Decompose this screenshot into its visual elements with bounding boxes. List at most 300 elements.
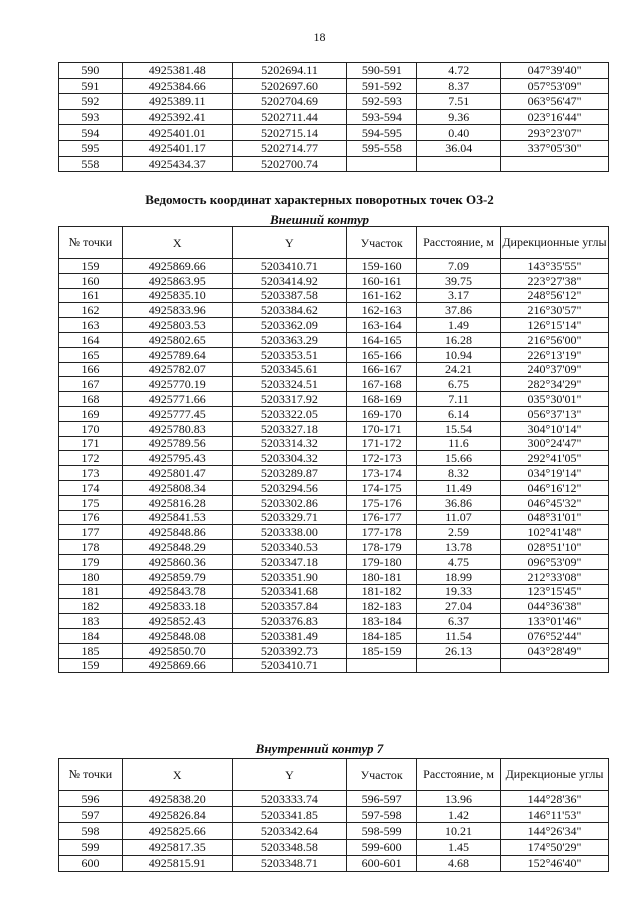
segment-cell: 598-599 (347, 823, 417, 839)
distance-cell: 37.86 (417, 303, 501, 318)
distance-cell: 2.59 (417, 525, 501, 540)
x-cell: 4925835.10 (122, 288, 232, 303)
table-row (59, 480, 609, 495)
distance-cell: 3.17 (417, 288, 501, 303)
table-row (59, 421, 609, 436)
table-row (59, 392, 609, 407)
header-point-no: № точки (59, 227, 123, 259)
y-cell: 5203345.61 (232, 362, 347, 377)
table-row (59, 451, 609, 466)
y-cell: 5203294.56 (232, 480, 347, 495)
segment-cell: 179-180 (347, 554, 417, 569)
table-row (59, 125, 609, 141)
table-row (59, 807, 609, 823)
point-no-cell: 170 (59, 421, 123, 436)
y-cell: 5203341.85 (232, 807, 347, 823)
angle-cell: 292°41'05" (500, 451, 608, 466)
distance-cell: 10.94 (417, 347, 501, 362)
point-no-cell: 184 (59, 628, 123, 643)
segment-cell: 596-597 (347, 791, 417, 807)
header-segment: Участок (347, 759, 417, 791)
y-cell: 5202714.77 (232, 140, 347, 156)
segment-cell: 182-183 (347, 599, 417, 614)
point-no-cell: 182 (59, 599, 123, 614)
segment-cell: 168-169 (347, 392, 417, 407)
angle-cell: 144°28'36" (501, 791, 609, 807)
segment-cell: 161-162 (347, 288, 417, 303)
segment-cell: 592-593 (347, 94, 417, 110)
y-cell: 5203410.71 (232, 259, 347, 274)
distance-cell: 18.99 (417, 569, 501, 584)
segment-cell: 600-601 (347, 855, 417, 871)
table-row (59, 303, 609, 318)
segment-cell: 594-595 (347, 125, 417, 141)
angle-cell: 304°10'14" (500, 421, 608, 436)
table-row (59, 156, 609, 172)
table-row (59, 347, 609, 362)
angle-cell: 300°24'47" (500, 436, 608, 451)
x-cell: 4925848.29 (122, 540, 232, 555)
angle-cell: 126°15'14" (500, 318, 608, 333)
distance-cell: 10.21 (417, 823, 501, 839)
table-row (59, 259, 609, 274)
point-no-cell: 598 (59, 823, 123, 839)
y-cell: 5203387.58 (232, 288, 347, 303)
x-cell: 4925381.48 (122, 63, 232, 79)
distance-cell: 11.49 (417, 480, 501, 495)
x-cell: 4925392.41 (122, 109, 232, 125)
y-cell: 5203362.09 (232, 318, 347, 333)
y-cell: 5202704.69 (232, 94, 347, 110)
point-no-cell: 595 (59, 140, 123, 156)
segment-cell: 599-600 (347, 839, 417, 855)
table-row (59, 377, 609, 392)
x-cell: 4925843.78 (122, 584, 232, 599)
segment-cell (347, 658, 417, 673)
x-cell: 4925859.79 (122, 569, 232, 584)
x-cell: 4925860.36 (122, 554, 232, 569)
table-row (59, 109, 609, 125)
segment-cell: 164-165 (347, 332, 417, 347)
table-row (59, 643, 609, 658)
distance-cell: 6.37 (417, 614, 501, 629)
table-row (59, 318, 609, 333)
outer-contour-title: Внешний контур (269, 212, 370, 227)
x-cell: 4925816.28 (122, 495, 232, 510)
angle-cell: 063°56'47" (501, 94, 609, 110)
table-row (59, 839, 609, 855)
distance-cell: 1.45 (417, 839, 501, 855)
angle-cell: 133°01'46" (500, 614, 608, 629)
outer-header-row (59, 227, 609, 259)
distance-cell: 8.37 (417, 78, 501, 94)
distance-cell: 0.40 (417, 125, 501, 141)
point-no-cell: 174 (59, 480, 123, 495)
inner-contour-table (58, 758, 609, 872)
angle-cell: 174°50'29" (501, 839, 609, 855)
angle-cell: 212°33'08" (500, 569, 608, 584)
point-no-cell: 597 (59, 807, 123, 823)
x-cell: 4925434.37 (122, 156, 232, 172)
point-no-cell: 596 (59, 791, 123, 807)
angle-cell: 216°30'57" (500, 303, 608, 318)
segment-cell: 167-168 (347, 377, 417, 392)
segment-cell: 163-164 (347, 318, 417, 333)
x-cell: 4925826.84 (122, 807, 232, 823)
y-cell: 5203348.71 (232, 855, 347, 871)
x-cell: 4925850.70 (122, 643, 232, 658)
x-cell: 4925869.66 (122, 259, 232, 274)
distance-cell: 36.86 (417, 495, 501, 510)
angle-cell: 056°37'13" (500, 406, 608, 421)
header-x: X (122, 759, 232, 791)
point-no-cell: 177 (59, 525, 123, 540)
x-cell: 4925841.53 (122, 510, 232, 525)
angle-cell: 057°53'09" (501, 78, 609, 94)
point-no-cell: 161 (59, 288, 123, 303)
point-no-cell: 175 (59, 495, 123, 510)
table-row (59, 855, 609, 871)
y-cell: 5203348.58 (232, 839, 347, 855)
y-cell: 5203384.62 (232, 303, 347, 318)
x-cell: 4925801.47 (122, 466, 232, 481)
angle-cell: 216°56'00" (500, 332, 608, 347)
angle-cell: 023°16'44" (501, 109, 609, 125)
table-row (59, 332, 609, 347)
y-cell: 5203381.49 (232, 628, 347, 643)
angle-cell: 048°31'01" (500, 510, 608, 525)
point-no-cell: 558 (59, 156, 123, 172)
distance-cell (417, 156, 501, 172)
x-cell: 4925401.01 (122, 125, 232, 141)
angle-cell: 248°56'12" (500, 288, 608, 303)
y-cell: 5203342.64 (232, 823, 347, 839)
point-no-cell: 599 (59, 839, 123, 855)
point-no-cell: 163 (59, 318, 123, 333)
y-cell: 5203363.29 (232, 332, 347, 347)
x-cell: 4925848.08 (122, 628, 232, 643)
point-no-cell: 183 (59, 614, 123, 629)
angle-cell: 096°53'09" (500, 554, 608, 569)
table-row (59, 94, 609, 110)
angle-cell: 034°19'14" (500, 466, 608, 481)
angle-cell: 043°28'49" (500, 643, 608, 658)
segment-cell: 166-167 (347, 362, 417, 377)
y-cell: 5203304.32 (232, 451, 347, 466)
segment-cell: 595-558 (347, 140, 417, 156)
distance-cell: 36.04 (417, 140, 501, 156)
table-row (59, 406, 609, 421)
distance-cell: 6.75 (417, 377, 501, 392)
y-cell: 5203322.05 (232, 406, 347, 421)
segment-cell: 178-179 (347, 540, 417, 555)
angle-cell: 076°52'44" (500, 628, 608, 643)
distance-cell: 26.13 (417, 643, 501, 658)
point-no-cell: 165 (59, 347, 123, 362)
header-y: Y (232, 759, 347, 791)
angle-cell (501, 156, 609, 172)
x-cell: 4925825.66 (122, 823, 232, 839)
distance-cell: 1.49 (417, 318, 501, 333)
header-distance: Расстояние, м (417, 227, 501, 259)
x-cell: 4925384.66 (122, 78, 232, 94)
point-no-cell: 185 (59, 643, 123, 658)
x-cell: 4925808.34 (122, 480, 232, 495)
segment-cell: 590-591 (347, 63, 417, 79)
table-row (59, 584, 609, 599)
distance-cell: 13.78 (417, 540, 501, 555)
point-no-cell: 600 (59, 855, 123, 871)
y-cell: 5202697.60 (232, 78, 347, 94)
point-no-cell: 179 (59, 554, 123, 569)
y-cell: 5203317.92 (232, 392, 347, 407)
point-no-cell: 159 (59, 658, 123, 673)
x-cell: 4925782.07 (122, 362, 232, 377)
y-cell: 5203340.53 (232, 540, 347, 555)
distance-cell (417, 658, 501, 673)
y-cell: 5203327.18 (232, 421, 347, 436)
angle-cell: 282°34'29" (500, 377, 608, 392)
segment-cell: 593-594 (347, 109, 417, 125)
table-row (59, 273, 609, 288)
table-row (59, 599, 609, 614)
x-cell: 4925389.11 (122, 94, 232, 110)
distance-cell: 11.6 (417, 436, 501, 451)
table-row (59, 510, 609, 525)
point-no-cell: 162 (59, 303, 123, 318)
distance-cell: 16.28 (417, 332, 501, 347)
y-cell: 5203324.51 (232, 377, 347, 392)
y-cell: 5203338.00 (232, 525, 347, 540)
x-cell: 4925401.17 (122, 140, 232, 156)
distance-cell: 4.72 (417, 63, 501, 79)
table-row (59, 362, 609, 377)
angle-cell: 035°30'01" (500, 392, 608, 407)
header-point-no: № точки (59, 759, 123, 791)
angle-cell: 102°41'48" (500, 525, 608, 540)
segment-cell: 180-181 (347, 569, 417, 584)
angle-cell: 046°45'32" (500, 495, 608, 510)
distance-cell: 39.75 (417, 273, 501, 288)
angle-cell: 152°46'40" (501, 855, 609, 871)
x-cell: 4925863.95 (122, 273, 232, 288)
point-no-cell: 173 (59, 466, 123, 481)
inner-header-row (59, 759, 609, 791)
y-cell: 5203302.86 (232, 495, 347, 510)
angle-cell: 143°35'55" (500, 259, 608, 274)
distance-cell: 13.96 (417, 791, 501, 807)
x-cell: 4925795.43 (122, 451, 232, 466)
x-cell: 4925770.19 (122, 377, 232, 392)
point-no-cell: 591 (59, 78, 123, 94)
point-no-cell: 172 (59, 451, 123, 466)
point-no-cell: 181 (59, 584, 123, 599)
angle-cell: 144°26'34" (501, 823, 609, 839)
distance-cell: 8.32 (417, 466, 501, 481)
segment-cell (347, 156, 417, 172)
y-cell: 5203410.71 (232, 658, 347, 673)
x-cell: 4925869.66 (122, 658, 232, 673)
table-row (59, 823, 609, 839)
x-cell: 4925852.43 (122, 614, 232, 629)
point-no-cell: 160 (59, 273, 123, 288)
x-cell: 4925817.35 (122, 839, 232, 855)
x-cell: 4925771.66 (122, 392, 232, 407)
x-cell: 4925833.18 (122, 599, 232, 614)
segment-cell: 162-163 (347, 303, 417, 318)
segment-cell: 177-178 (347, 525, 417, 540)
distance-cell: 15.66 (417, 451, 501, 466)
header-distance: Расстояние, м (417, 759, 501, 791)
y-cell: 5203357.84 (232, 599, 347, 614)
header-angle: Дирекционные углы (500, 227, 608, 259)
angle-cell: 123°15'45" (500, 584, 608, 599)
point-no-cell: 592 (59, 94, 123, 110)
distance-cell: 27.04 (417, 599, 501, 614)
point-no-cell: 593 (59, 109, 123, 125)
outer-contour-table (58, 226, 609, 673)
point-no-cell: 178 (59, 540, 123, 555)
table-row (59, 540, 609, 555)
x-cell: 4925815.91 (122, 855, 232, 871)
angle-cell: 047°39'40" (501, 63, 609, 79)
x-cell: 4925848.86 (122, 525, 232, 540)
segment-cell: 174-175 (347, 480, 417, 495)
x-cell: 4925789.64 (122, 347, 232, 362)
y-cell: 5203347.18 (232, 554, 347, 569)
top-coordinates-table (58, 62, 609, 172)
table-row (59, 140, 609, 156)
y-cell: 5202694.11 (232, 63, 347, 79)
angle-cell: 226°13'19" (500, 347, 608, 362)
segment-cell: 176-177 (347, 510, 417, 525)
segment-cell: 185-159 (347, 643, 417, 658)
table-row (59, 658, 609, 673)
point-no-cell: 180 (59, 569, 123, 584)
point-no-cell: 166 (59, 362, 123, 377)
segment-cell: 171-172 (347, 436, 417, 451)
angle-cell (500, 658, 608, 673)
table-row (59, 569, 609, 584)
point-no-cell: 176 (59, 510, 123, 525)
table-row (59, 466, 609, 481)
angle-cell: 240°37'09" (500, 362, 608, 377)
segment-cell: 591-592 (347, 78, 417, 94)
y-cell: 5203414.92 (232, 273, 347, 288)
x-cell: 4925833.96 (122, 303, 232, 318)
distance-cell: 6.14 (417, 406, 501, 421)
distance-cell: 7.09 (417, 259, 501, 274)
distance-cell: 4.68 (417, 855, 501, 871)
point-no-cell: 169 (59, 406, 123, 421)
y-cell: 5203333.74 (232, 791, 347, 807)
angle-cell: 146°11'53" (501, 807, 609, 823)
distance-cell: 7.11 (417, 392, 501, 407)
y-cell: 5203329.71 (232, 510, 347, 525)
segment-cell: 597-598 (347, 807, 417, 823)
segment-cell: 173-174 (347, 466, 417, 481)
angle-cell: 028°51'10" (500, 540, 608, 555)
point-no-cell: 167 (59, 377, 123, 392)
distance-cell: 1.42 (417, 807, 501, 823)
point-no-cell: 168 (59, 392, 123, 407)
x-cell: 4925838.20 (122, 791, 232, 807)
x-cell: 4925802.65 (122, 332, 232, 347)
segment-cell: 183-184 (347, 614, 417, 629)
inner-contour-title: Внутренний контур 7 (255, 741, 384, 756)
x-cell: 4925789.56 (122, 436, 232, 451)
page-number: 18 (313, 30, 326, 44)
segment-cell: 169-170 (347, 406, 417, 421)
point-no-cell: 159 (59, 259, 123, 274)
distance-cell: 24.21 (417, 362, 501, 377)
y-cell: 5203341.68 (232, 584, 347, 599)
y-cell: 5203314.32 (232, 436, 347, 451)
table-row (59, 495, 609, 510)
y-cell: 5202711.44 (232, 109, 347, 125)
point-no-cell: 171 (59, 436, 123, 451)
x-cell: 4925803.53 (122, 318, 232, 333)
segment-cell: 170-171 (347, 421, 417, 436)
distance-cell: 11.07 (417, 510, 501, 525)
table-row (59, 288, 609, 303)
x-cell: 4925777.45 (122, 406, 232, 421)
y-cell: 5203392.73 (232, 643, 347, 658)
angle-cell: 044°36'38" (500, 599, 608, 614)
point-no-cell: 164 (59, 332, 123, 347)
y-cell: 5203351.90 (232, 569, 347, 584)
segment-cell: 184-185 (347, 628, 417, 643)
segment-cell: 172-173 (347, 451, 417, 466)
header-x: X (122, 227, 232, 259)
table-row (59, 554, 609, 569)
segment-cell: 159-160 (347, 259, 417, 274)
y-cell: 5203353.51 (232, 347, 347, 362)
y-cell: 5202715.14 (232, 125, 347, 141)
table-row (59, 63, 609, 79)
y-cell: 5202700.74 (232, 156, 347, 172)
point-no-cell: 590 (59, 63, 123, 79)
table-row (59, 791, 609, 807)
distance-cell: 19.33 (417, 584, 501, 599)
table-row (59, 525, 609, 540)
distance-cell: 11.54 (417, 628, 501, 643)
segment-cell: 175-176 (347, 495, 417, 510)
segment-cell: 160-161 (347, 273, 417, 288)
table-row (59, 78, 609, 94)
angle-cell: 293°23'07" (501, 125, 609, 141)
section-title: Ведомость координат характерных поворотных точек ОЗ-2 (145, 192, 494, 207)
angle-cell: 337°05'30" (501, 140, 609, 156)
table-row (59, 628, 609, 643)
angle-cell: 223°27'38" (500, 273, 608, 288)
y-cell: 5203376.83 (232, 614, 347, 629)
x-cell: 4925780.83 (122, 421, 232, 436)
y-cell: 5203289.87 (232, 466, 347, 481)
table-row (59, 614, 609, 629)
header-y: Y (232, 227, 347, 259)
distance-cell: 7.51 (417, 94, 501, 110)
header-angle: Дирекционые углы (501, 759, 609, 791)
distance-cell: 15.54 (417, 421, 501, 436)
distance-cell: 9.36 (417, 109, 501, 125)
angle-cell: 046°16'12" (500, 480, 608, 495)
segment-cell: 165-166 (347, 347, 417, 362)
point-no-cell: 594 (59, 125, 123, 141)
table-row (59, 436, 609, 451)
distance-cell: 4.75 (417, 554, 501, 569)
header-segment: Участок (347, 227, 417, 259)
